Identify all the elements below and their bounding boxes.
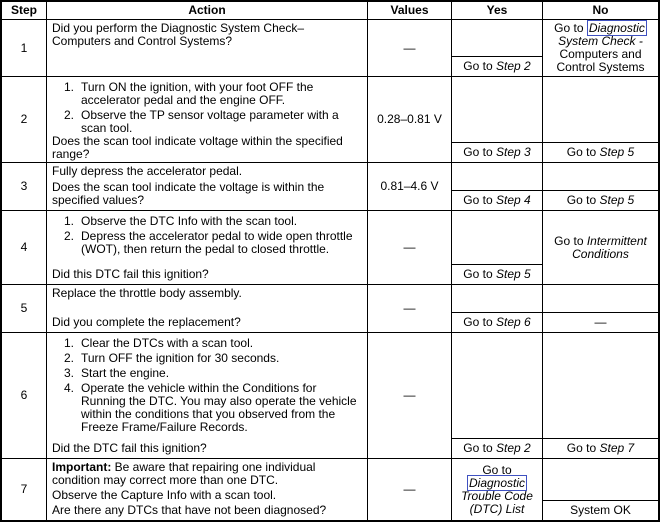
action-cell	[47, 285, 368, 333]
header-action: Action	[47, 2, 368, 20]
values-text: —	[403, 482, 416, 496]
yes-cell	[452, 20, 543, 77]
action-cell	[47, 333, 368, 459]
values-text: —	[403, 301, 416, 315]
goto-text: Go to	[463, 441, 496, 455]
cell-spacer	[452, 77, 542, 143]
step-number: 6	[2, 333, 47, 459]
important-note	[52, 461, 362, 487]
action-cell	[47, 20, 368, 77]
goto-text: Go to	[463, 193, 496, 207]
cell-spacer	[543, 459, 658, 501]
values-text: 0.28–0.81 V	[377, 112, 442, 126]
cell-spacer	[543, 77, 658, 143]
no-cell	[543, 333, 658, 459]
item-number: 1.	[64, 336, 75, 350]
goto-target: Step 6	[495, 315, 531, 329]
action-text: Observe the Capture Info with a scan tool.	[52, 488, 277, 502]
list-item	[52, 367, 362, 380]
goto-target: System Check -	[558, 34, 643, 48]
values-text: 0.81–4.6 V	[380, 179, 439, 193]
item-text: Observe the DTC Info with the scan tool.	[81, 214, 298, 228]
action-question: Are there any DTCs that have not been diagnosed?	[52, 503, 327, 517]
list-item	[52, 352, 362, 365]
no-answer	[543, 439, 658, 458]
item-number: 1.	[64, 80, 75, 94]
step-number: 5	[2, 285, 47, 333]
goto-text: Go to	[566, 193, 600, 207]
cell-spacer	[543, 333, 658, 439]
action-question: Did this DTC fail this ignition?	[52, 267, 209, 281]
no-answer	[546, 235, 655, 261]
values-cell	[368, 333, 452, 459]
item-text: Observe the TP sensor voltage parameter with a scan tool.	[81, 108, 339, 135]
goto-target: Step 3	[495, 145, 531, 159]
cell-spacer	[452, 20, 542, 57]
yes-cell	[452, 77, 543, 163]
action-question: Did the DTC fail this ignition?	[52, 441, 207, 455]
step-number: 1	[2, 20, 47, 77]
values-cell	[368, 77, 452, 163]
item-text: Turn ON the ignition, with your foot OFF the accelerator pedal and the engine OFF.	[81, 80, 314, 107]
item-number: 1.	[64, 214, 75, 228]
no-answer	[543, 143, 658, 162]
values-cell	[368, 211, 452, 285]
item-number: 3.	[64, 366, 75, 380]
list-item	[52, 337, 362, 350]
no-cell	[543, 459, 658, 520]
goto-text: Go to	[482, 462, 512, 477]
cell-spacer	[452, 211, 542, 265]
no-answer	[546, 22, 655, 74]
values-cell	[368, 163, 452, 211]
header-no: No	[543, 2, 658, 20]
yes-cell	[452, 211, 543, 285]
goto-target-cont: Computers and Control Systems	[556, 47, 645, 74]
no-cell	[543, 163, 658, 211]
goto-text: Go to	[463, 145, 496, 159]
yes-cell	[452, 459, 543, 520]
header-step: Step	[2, 2, 47, 20]
goto-text: Go to	[566, 145, 600, 159]
goto-target: Step 5	[599, 145, 635, 159]
action-cell	[47, 163, 368, 211]
yes-answer	[452, 191, 542, 210]
goto-target: Step 4	[495, 193, 531, 207]
action-question: Did you complete the replacement?	[52, 315, 241, 329]
no-cell	[543, 20, 658, 77]
no-answer	[543, 313, 658, 332]
no-cell	[543, 285, 658, 333]
goto-text: Go to	[463, 59, 496, 73]
goto-target: Step 5	[495, 267, 531, 281]
diagnostic-system-check-link[interactable]: Diagnostic	[588, 21, 645, 35]
important-text: Be aware that repairing one individual condition may correct more than one DTC.	[52, 460, 316, 487]
goto-target: Step 7	[599, 441, 635, 455]
yes-answer	[452, 439, 542, 458]
action-instructions	[52, 335, 362, 434]
step-number: 3	[2, 163, 47, 211]
cell-spacer	[452, 163, 542, 191]
list-item	[52, 215, 362, 228]
values-text: —	[403, 40, 416, 55]
step-number: 4	[2, 211, 47, 285]
list-item	[52, 81, 362, 107]
no-cell	[543, 77, 658, 163]
action-question: Does the scan tool indicate the voltage is within the specified values?	[52, 180, 325, 207]
list-item	[52, 230, 362, 256]
action-cell	[47, 459, 368, 520]
header-values: Values	[368, 2, 452, 20]
values-text: —	[403, 240, 416, 254]
values-cell	[368, 20, 452, 77]
goto-target: Step 5	[599, 193, 635, 207]
cell-spacer	[543, 163, 658, 191]
no-answer	[543, 501, 658, 520]
yes-answer	[452, 57, 542, 76]
item-number: 2.	[64, 229, 75, 243]
yes-cell	[452, 163, 543, 211]
item-text: Start the engine.	[81, 366, 170, 380]
goto-target: Step 2	[495, 441, 531, 455]
goto-text: Go to	[554, 233, 587, 248]
item-number: 2.	[64, 351, 75, 365]
goto-text: Go to	[463, 315, 496, 329]
step-number: 7	[2, 459, 47, 520]
action-question: Does the scan tool indicate voltage within the specified range?	[52, 134, 343, 161]
action-text: Replace the throttle body assembly.	[52, 286, 242, 300]
step-number: 2	[2, 77, 47, 163]
item-number: 2.	[64, 108, 75, 122]
no-answer	[543, 191, 658, 210]
important-label: Important:	[52, 460, 112, 474]
dash-text: —	[594, 315, 607, 329]
goto-target: Step 2	[495, 59, 531, 73]
item-number: 4.	[64, 381, 75, 395]
yes-answer	[452, 265, 542, 284]
goto-text: Go to	[554, 21, 587, 35]
goto-text: Go to	[566, 441, 600, 455]
yes-cell	[452, 285, 543, 333]
dtc-list-link[interactable]: Diagnostic	[468, 475, 526, 490]
values-cell	[368, 459, 452, 520]
action-cell	[47, 77, 368, 163]
cell-spacer	[452, 333, 542, 439]
list-item	[52, 109, 362, 135]
yes-answer	[455, 464, 539, 516]
header-yes: Yes	[452, 2, 543, 20]
goto-text: Go to	[463, 267, 496, 281]
no-cell	[543, 211, 658, 285]
yes-answer	[452, 143, 542, 162]
system-ok-text: System OK	[570, 503, 631, 517]
action-instructions	[52, 79, 362, 135]
item-text: Depress the accelerator pedal to wide open throttle (WOT), then return the pedal to closed throttle.	[81, 229, 353, 256]
cell-spacer	[452, 285, 542, 313]
item-text: Turn OFF the ignition for 30 seconds.	[81, 351, 280, 365]
list-item	[52, 382, 362, 434]
values-text: —	[403, 388, 416, 402]
values-cell	[368, 285, 452, 333]
cell-spacer	[543, 285, 658, 313]
item-text: Clear the DTCs with a scan tool.	[81, 336, 254, 350]
action-question: Did you perform the Diagnostic System Check– Computers and Control Systems?	[52, 21, 305, 48]
yes-answer	[452, 313, 542, 332]
goto-target: Intermittent Conditions	[572, 233, 647, 261]
action-text: Fully depress the accelerator pedal.	[52, 164, 243, 178]
yes-cell	[452, 333, 543, 459]
item-text: Operate the vehicle within the Conditions for Running the DTC. You may also operate the vehicle within the conditions that you observed from the Freeze Frame/Failure Records.	[81, 381, 357, 434]
action-instructions	[52, 213, 362, 256]
action-cell	[47, 211, 368, 285]
goto-target: Trouble Code (DTC) List	[461, 488, 533, 516]
